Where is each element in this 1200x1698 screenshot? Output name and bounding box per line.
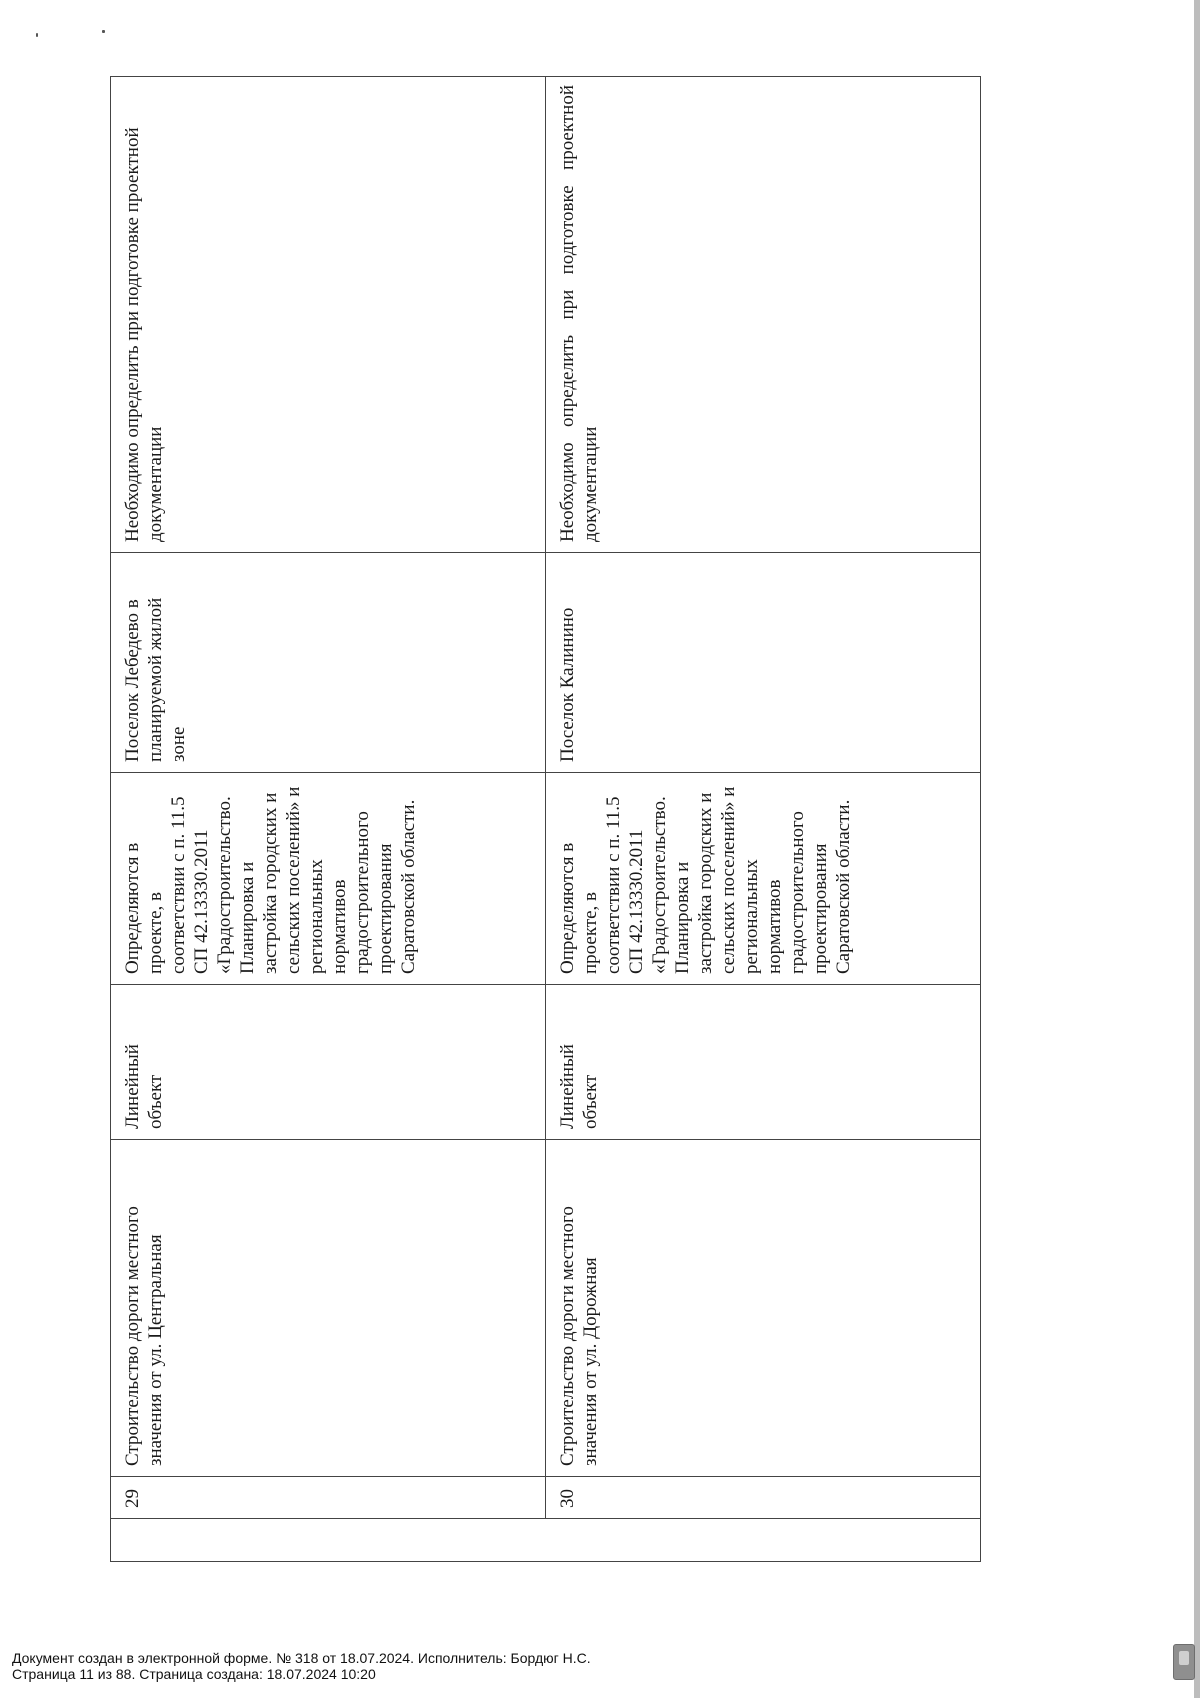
object-name: Строительство дороги местного значения от ул. Центральная [111,1140,546,1477]
object-location: Поселок Калинино [546,553,981,773]
scan-edge [1194,0,1200,1698]
row-number: 30 [546,1477,981,1519]
row-number: 29 [111,1477,546,1519]
document-footer [12,1650,591,1682]
object-location: Поселок Лебедево в планируемой жилой зоне [111,553,546,773]
object-parameters: Определяются в проекте, в соответствии с п. 11.5 СП 42.13330.2011 «Градостроительство. Планировка и застройка городских и сельских поселений» и региональных нормативов градостроительного проектирования Саратовской области. [111,773,546,985]
scan-speck [36,33,38,37]
footer-line-document: Документ создан в электронной форме. № 318 от 18.07.2024. Исполнитель: Бордюг Н.С. [12,1650,591,1666]
object-zones: Необходимо определить при подготовке проектной документации [111,77,546,553]
table-row [111,77,546,1562]
rotated-table-page [110,77,980,1562]
scan-speck [102,30,105,33]
table-row [546,77,981,1562]
empty-left-cell [111,1519,981,1562]
object-zones: Необходимо определить при подготовке проектной документации [546,77,981,553]
footer-line-page: Страница 11 из 88. Страница создана: 18.07.2024 10:20 [12,1666,376,1682]
electronic-signature-stamp-icon [1173,1644,1195,1680]
object-parameters: Определяются в проекте, в соответствии с п. 11.5 СП 42.13330.2011 «Градостроительство. Планировка и застройка городских и сельских поселений» и региональных нормативов градостроительного проектирования Саратовской области. [546,773,981,985]
objects-table [110,76,981,1562]
object-type: Линейный объект [546,985,981,1140]
object-name: Строительство дороги местного значения от ул. Дорожная [546,1140,981,1477]
object-type: Линейный объект [111,985,546,1140]
